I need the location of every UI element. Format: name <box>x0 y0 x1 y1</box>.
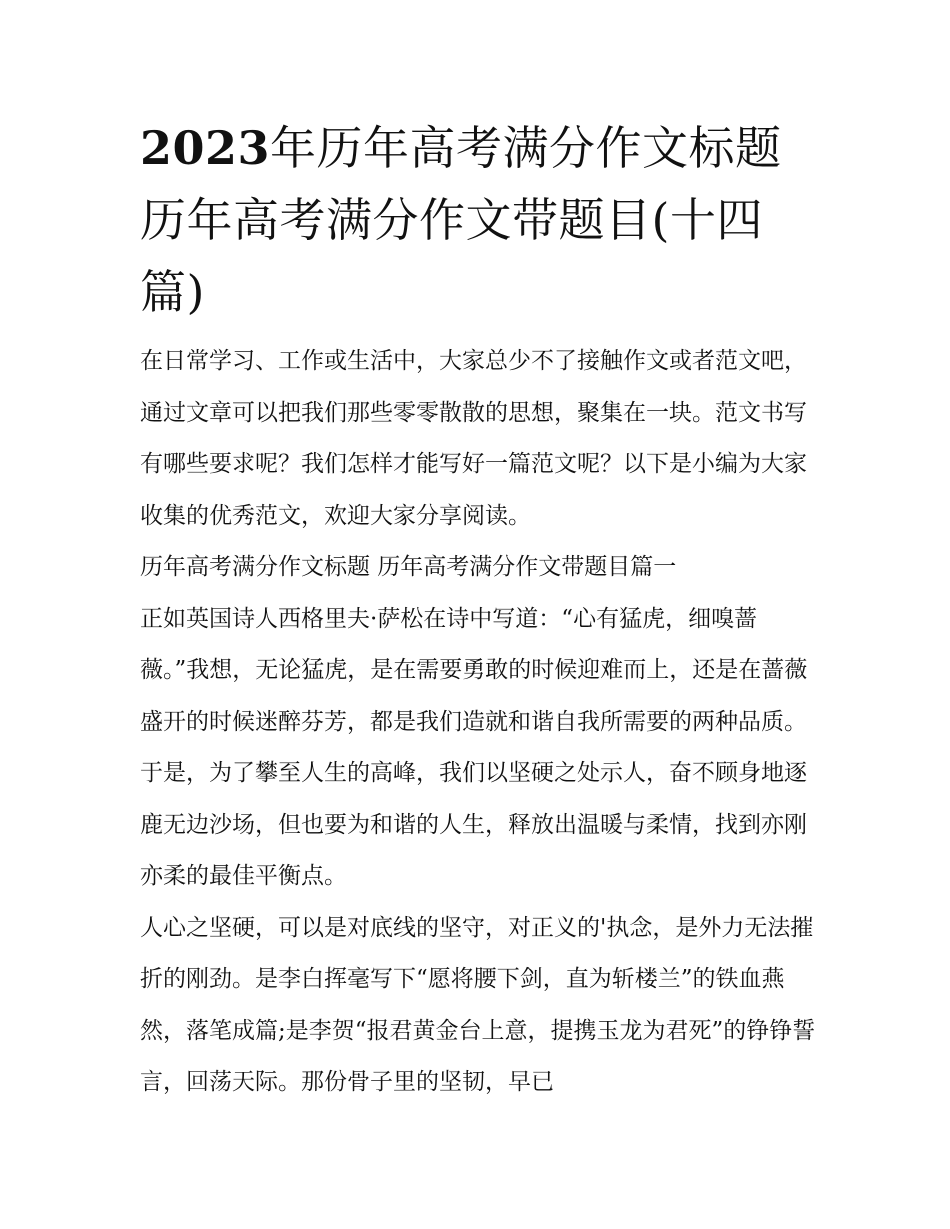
body-paragraph-1: 正如英国诗人西格里夫·萨松在诗中写道：“心有猛虎，细嗅蔷薇。”我想，无论猛虎，是在需要勇敢的时候迎难而上，还是在蔷薇盛开的时候迷醉芬芳，都是我们造就和谐自我所需要的两种品质。于是，为了攀至人生的高峰，我们以坚硬之处示人，奋不顾身地逐鹿无边沙场，但也要为和谐的人生，释放出温暖与柔情，找到亦刚亦柔的最佳平衡点。 <box>140 605 808 889</box>
document-content <box>140 112 820 1109</box>
document-title <box>140 112 820 328</box>
section-heading: 历年高考满分作文标题 历年高考满分作文带题目篇一 <box>140 554 677 580</box>
title-text: 年历年高考满分作文标题历年高考满分作文带题目(十四篇) <box>140 121 782 319</box>
intro-paragraph: 在日常学习、工作或生活中，大家总少不了接触作文或者范文吧，通过文章可以把我们那些零零散散的思想，聚集在一块。范文书写有哪些要求呢？我们怎样才能写好一篇范文呢？以下是小编为大家收集的优秀范文，欢迎大家分享阅读。 <box>140 348 807 529</box>
body-paragraph-2: 人心之坚硬，可以是对底线的坚守，对正义的'执念，是外力无法摧折的刚劲。是李白挥毫写下“愿将腰下剑，直为斩楼兰”的铁血燕然，落笔成篇;是李贺“报君黄金台上意，提携玉龙为君死”的铮铮誓言，回荡天际。那份骨子里的坚韧，早已 <box>140 914 816 1095</box>
title-year: 2023 <box>140 121 271 175</box>
